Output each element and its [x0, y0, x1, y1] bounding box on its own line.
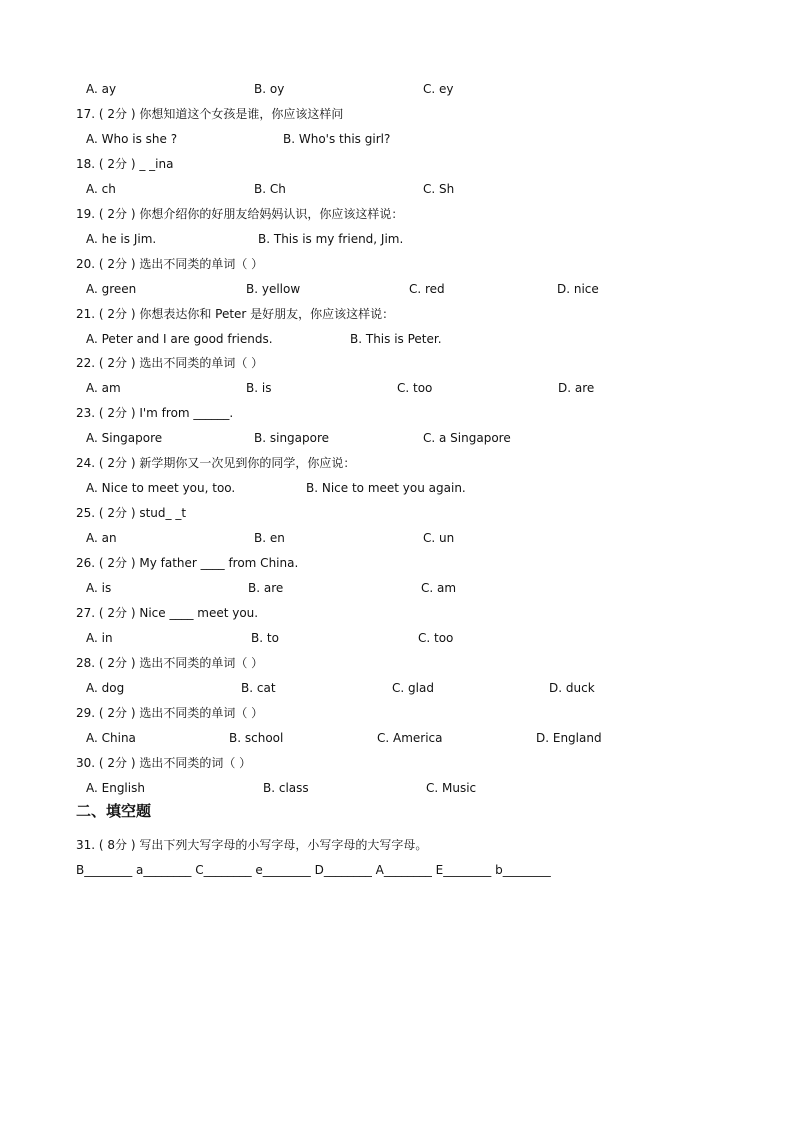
answer-option[interactable]: C. a Singapore: [423, 431, 511, 446]
question-text: 30. ( 2分 ) 选出不同类的词（ ）: [76, 755, 252, 770]
answer-option[interactable]: D. are: [558, 381, 595, 396]
letter-blanks: B________ a________ C________ e________ D________ A________ E________ b________: [76, 863, 551, 877]
answer-option[interactable]: C. ey: [423, 82, 454, 96]
answer-option[interactable]: B. is: [246, 381, 272, 396]
answer-option[interactable]: B. yellow: [246, 281, 301, 296]
answer-option[interactable]: A. in: [86, 630, 113, 645]
answer-option[interactable]: C. America: [377, 730, 443, 745]
answer-option[interactable]: A. Nice to meet you, too.: [86, 481, 236, 496]
answer-option[interactable]: C. Music: [426, 780, 477, 795]
answer-option[interactable]: B. oy: [254, 82, 285, 96]
answer-option[interactable]: B. This is Peter.: [350, 331, 442, 346]
question-text: 24. ( 2分 ) 新学期你又一次见到你的同学，你应说：: [76, 456, 356, 471]
answer-option[interactable]: B. singapore: [254, 431, 330, 446]
answer-option[interactable]: C. too: [397, 381, 433, 396]
answer-option[interactable]: A. ay: [86, 82, 117, 96]
question-text: 26. ( 2分 ) My father ____ from China.: [76, 556, 299, 571]
answer-option[interactable]: A. am: [86, 381, 121, 396]
answer-option[interactable]: B. en: [254, 531, 285, 546]
answer-option[interactable]: A. is: [86, 581, 112, 595]
answer-option[interactable]: A. Peter and I are good friends.: [86, 331, 273, 346]
question-text: 29. ( 2分 ) 选出不同类的单词（ ）: [76, 705, 264, 720]
answer-option[interactable]: B. Who's this girl?: [283, 131, 391, 146]
answer-option[interactable]: B. are: [248, 581, 284, 595]
answer-option[interactable]: C. too: [418, 630, 454, 645]
question-text: 17. ( 2分 ) 你想知道这个女孩是谁，你应该这样问: [76, 106, 344, 121]
question-text: 27. ( 2分 ) Nice ____ meet you.: [76, 605, 259, 620]
answer-option[interactable]: B. to: [251, 630, 279, 645]
answer-option[interactable]: C. Sh: [423, 181, 455, 196]
question-text: 19. ( 2分 ) 你想介绍你的好朋友给妈妈认识，你应该这样说：: [76, 206, 404, 221]
question-text: 22. ( 2分 ) 选出不同类的单词（ ）: [76, 356, 264, 371]
question-text: 21. ( 2分 ) 你想表达你和 Peter 是好朋友，你应该这样说：: [76, 306, 395, 321]
answer-option[interactable]: B. school: [229, 730, 284, 745]
answer-option[interactable]: A. he is Jim.: [86, 231, 157, 246]
question-text: 25. ( 2分 ) stud_ _t: [76, 506, 187, 521]
answer-option[interactable]: D. nice: [557, 281, 599, 296]
answer-option[interactable]: C. glad: [392, 680, 434, 695]
answer-option[interactable]: B. Ch: [254, 181, 286, 196]
question-text: 23. ( 2分 ) I'm from ______.: [76, 406, 234, 421]
answer-option[interactable]: A. green: [86, 281, 137, 296]
answer-option[interactable]: A. China: [86, 730, 136, 745]
answer-option[interactable]: C. red: [409, 281, 445, 296]
answer-option[interactable]: A. Who is she ?: [86, 131, 178, 146]
question-31: 31. ( 8分 ) 写出下列大写字母的小写字母，小写字母的大写字母。: [76, 838, 428, 852]
answer-option[interactable]: B. This is my friend, Jim.: [258, 231, 404, 246]
answer-option[interactable]: A. dog: [86, 680, 125, 695]
answer-option[interactable]: A. English: [86, 780, 145, 795]
answer-option[interactable]: B. class: [263, 780, 309, 795]
answer-option[interactable]: A. ch: [86, 181, 116, 196]
answer-option[interactable]: C. un: [423, 531, 455, 546]
question-text: 28. ( 2分 ) 选出不同类的单词（ ）: [76, 655, 264, 670]
answer-option[interactable]: A. Singapore: [86, 431, 163, 446]
section-title: 二、填空题: [76, 802, 152, 820]
answer-option[interactable]: B. cat: [241, 680, 276, 695]
answer-option[interactable]: B. Nice to meet you again.: [306, 481, 466, 496]
answer-option[interactable]: D. England: [536, 730, 602, 745]
answer-option[interactable]: A. an: [86, 531, 117, 546]
answer-option[interactable]: D. duck: [549, 680, 595, 695]
question-text: 20. ( 2分 ) 选出不同类的单词（ ）: [76, 256, 264, 271]
question-text: 18. ( 2分 ) _ _ina: [76, 156, 174, 171]
answer-option[interactable]: C. am: [421, 581, 457, 595]
